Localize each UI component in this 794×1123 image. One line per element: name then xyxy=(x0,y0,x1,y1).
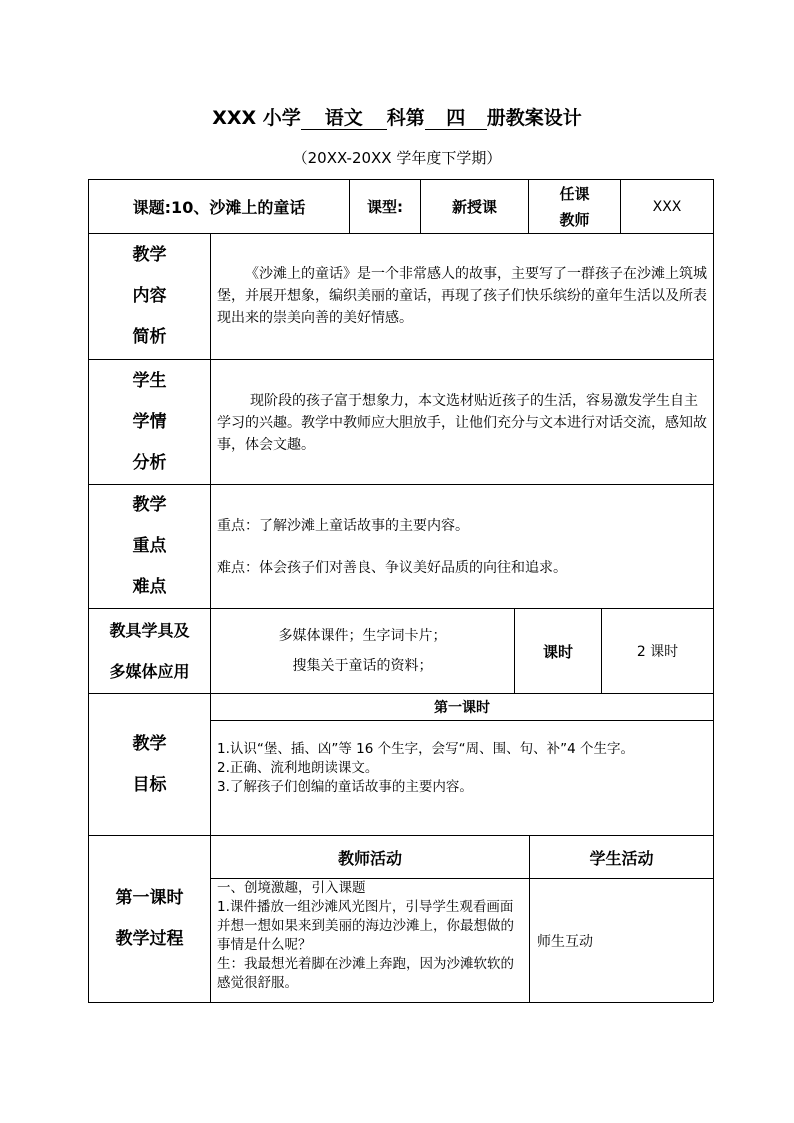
focus-text: 重点：了解沙滩上童话故事的主要内容。 xyxy=(217,518,469,534)
teacher-activity-line: 一、创境激趣，引入课题 xyxy=(217,880,366,896)
teacher-label xyxy=(529,180,620,233)
student-analysis-label xyxy=(89,360,210,484)
goals-list xyxy=(217,740,707,797)
document-title xyxy=(0,104,794,132)
goals-label xyxy=(89,694,210,835)
term-subtitle: （20XX-20XX 学年度下学期） xyxy=(292,149,502,167)
teacher-activity-line: 生：我最想光着脚在沙滩上奔跑，因为沙滩软软的感觉很舒服。 xyxy=(217,956,514,991)
label-line: 简析 xyxy=(132,327,167,347)
volume-field: 四 xyxy=(425,107,487,130)
label-line: 学情 xyxy=(132,411,167,432)
teacher-activity-line: 1.课件播放一组沙滩风光图片，引导学生观看画面并想一想如果来到美丽的海边沙滩上，你最想做的事情是什么呢？ xyxy=(217,899,514,953)
process-label xyxy=(89,836,210,1002)
session-title: 第一课时 xyxy=(434,700,490,716)
label-line: 分析 xyxy=(132,452,167,473)
lesson-type-label: 课型: xyxy=(367,198,403,216)
label-line: 教学 xyxy=(132,733,167,754)
title-mid: 科第 xyxy=(386,107,425,129)
label-line: 多媒体应用 xyxy=(109,662,190,681)
goal-item: 3.了解孩子们创编的童话故事的主要内容。 xyxy=(217,779,473,795)
materials-line-2: 搜集关于童话的资料； xyxy=(292,658,433,674)
label-line: 内容 xyxy=(132,286,167,306)
label-line: 教学过程 xyxy=(115,929,184,949)
goal-item: 1.认识“堡、插、凶”等 16 个生字，会写“周、围、句、补”4 个生字。 xyxy=(217,741,634,757)
label-line: 教学 xyxy=(132,245,167,265)
class-hours-label: 课时 xyxy=(542,642,573,661)
teacher-name: XXX xyxy=(652,198,682,215)
lesson-type-value: 新授课 xyxy=(451,198,497,216)
content-summary-text: 《沙滩上的童话》是一个非常感人的故事，主要写了一群孩子在沙滩上筑城堡，并展开想象，编织美丽的童话，再现了孩子们快乐缤纷的童年生活以及所表现出来的崇美向善的美好情感。 xyxy=(217,266,707,326)
materials-list xyxy=(211,609,514,693)
content-summary-label xyxy=(89,234,210,359)
teacher-label-line-2: 教师 xyxy=(559,210,590,229)
lesson-topic: 课题:10、沙滩上的童话 xyxy=(132,198,306,217)
difficulty-text: 难点：体会孩子们对善良、争议美好品质的向往和追求。 xyxy=(217,560,567,576)
label-line: 目标 xyxy=(132,774,167,795)
label-line: 重点 xyxy=(132,536,167,556)
label-line: 教具学具及 xyxy=(109,621,190,640)
teacher-label-line-1: 任课 xyxy=(559,184,590,203)
student-analysis-text: 现阶段的孩子富于想象力，本文选材贴近孩子的生活，容易激发学生自主学习的兴趣。教学中教师应大胆放手，让他们充分与文本进行对话交流，感知故事，体会文趣。 xyxy=(217,393,707,453)
label-line: 学生 xyxy=(132,370,167,391)
teacher-activity-text xyxy=(217,879,525,993)
title-suffix: 册教案设计 xyxy=(486,107,582,129)
label-line: 教学 xyxy=(132,495,167,515)
subject-field: 语文 xyxy=(301,107,387,130)
student-activity-header: 学生活动 xyxy=(589,848,654,868)
label-line: 第一课时 xyxy=(115,888,184,908)
materials-line-1: 多媒体课件；生字词卡片； xyxy=(278,628,447,644)
student-activity-text: 师生互动 xyxy=(537,933,593,950)
goal-item: 2.正确、流利地朗读课文。 xyxy=(217,760,379,776)
label-line: 难点 xyxy=(132,577,167,597)
teacher-activity-header: 教师活动 xyxy=(337,848,402,868)
title-prefix: XXX 小学 xyxy=(212,107,301,129)
class-hours-value: 2 课时 xyxy=(636,644,679,660)
materials-label xyxy=(89,609,210,693)
key-points-label xyxy=(89,485,210,608)
